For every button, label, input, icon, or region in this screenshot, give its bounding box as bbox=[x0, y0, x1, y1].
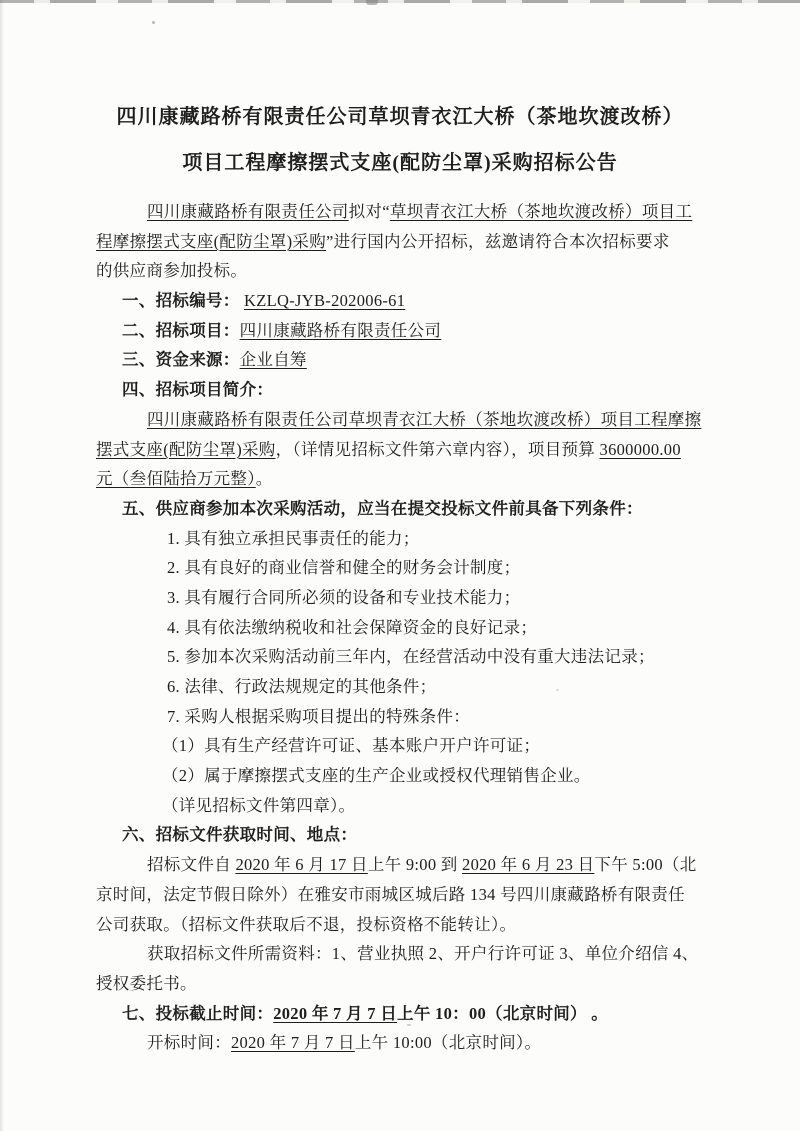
text-segment: 3600000.00 bbox=[599, 439, 681, 459]
text-segment: 四川康藏路桥有限责任公司草坝青衣江大桥（茶地坎渡改桥）项目工程摩擦 bbox=[147, 409, 702, 429]
document-line bbox=[96, 850, 708, 880]
document-line bbox=[96, 494, 708, 524]
text-segment: 程摩擦摆式支座(配防尘罩)采购 bbox=[96, 231, 326, 251]
text-segment: 5. 参加本次采购活动前三年内，在经营活动中没有重大违法记录； bbox=[167, 647, 655, 667]
document-line bbox=[96, 999, 708, 1029]
text-segment: 企业自筹 bbox=[239, 350, 307, 370]
text-segment: 公司获取。（招标文件获取后不退，投标资格不能转让）。 bbox=[96, 914, 517, 934]
text-segment: 获取招标文件所需资料：1、营业执照 2、开户行许可证 3、单位介绍信 4、 bbox=[147, 944, 699, 964]
text-segment: 招标文件自 bbox=[147, 855, 236, 875]
document-line bbox=[96, 583, 708, 613]
document-line bbox=[96, 316, 708, 346]
text-segment: 六、招标文件获取时间、地点： bbox=[122, 825, 358, 845]
document-line bbox=[96, 524, 708, 554]
text-segment: 2020 年 7 月 7 日 bbox=[273, 1003, 398, 1023]
text-segment: （2）属于摩擦摆式支座的生产企业或授权代理销售企业。 bbox=[162, 766, 591, 786]
text-segment: 2020 年 6 月 23 日 bbox=[462, 855, 595, 875]
text-segment: 七、投标截止时间： bbox=[122, 1003, 274, 1023]
document-line bbox=[96, 405, 708, 435]
text-segment: 。 bbox=[255, 469, 273, 489]
text-segment: ，（详情见招标文件第六章内容），项目预算 bbox=[275, 439, 600, 459]
text-segment: 四川康藏路桥有限责任公司 bbox=[239, 320, 442, 340]
scan-left-shadow bbox=[0, 0, 4, 1131]
document-line bbox=[96, 761, 708, 791]
document-line bbox=[96, 197, 708, 227]
text-segment: 元（叁佰陆拾万元整） bbox=[96, 469, 256, 489]
document-line bbox=[96, 642, 708, 672]
document-line bbox=[96, 910, 708, 940]
text-segment: 四、招标项目简介： bbox=[122, 380, 274, 400]
text-segment: 上午 9:00 到 bbox=[367, 855, 463, 875]
text-segment: 7. 采购人根据采购项目提出的特殊条件： bbox=[167, 706, 470, 726]
text-segment: 三、资金来源： bbox=[122, 350, 240, 370]
document-line bbox=[96, 969, 708, 999]
text-segment: KZLQ-JYB-202006-61 bbox=[244, 291, 406, 311]
document-line bbox=[96, 553, 708, 583]
text-segment: 4. 具有依法缴纳税收和社会保障资金的良好记录； bbox=[167, 617, 538, 637]
text-segment: 上午 10：00（北京时间） 。 bbox=[397, 1003, 609, 1023]
scan-speck bbox=[152, 21, 155, 24]
text-segment: 一、招标编号： bbox=[122, 291, 240, 311]
text-segment: 上午 10:00（北京时间）。 bbox=[354, 1033, 542, 1053]
text-segment: 6. 法律、行政法规规定的其他条件； bbox=[167, 677, 437, 696]
text-segment: 下午 5:00（北 bbox=[594, 855, 697, 875]
text-segment: 的供应商参加投标。 bbox=[96, 261, 248, 281]
scan-artifact bbox=[366, 0, 378, 5]
document-line bbox=[96, 613, 708, 643]
document-line bbox=[96, 1028, 708, 1058]
document-title bbox=[40, 95, 760, 186]
scan-top-edge-artifact bbox=[0, 0, 800, 3]
text-segment: 授权委托书。 bbox=[96, 973, 197, 993]
document-line bbox=[96, 345, 708, 375]
document-line bbox=[96, 791, 708, 821]
document-line bbox=[96, 435, 708, 465]
text-segment: ”进行国内公开招标，兹邀请符合本次招标要求 bbox=[326, 231, 670, 251]
document-lines bbox=[96, 197, 708, 1058]
text-segment: 京时间，法定节假日除外）在雅安市雨城区城后路 134 号四川康藏路桥有限责任 bbox=[96, 884, 685, 904]
text-segment: 四川康藏路桥有限责任公司 bbox=[147, 202, 349, 221]
text-segment: 开标时间： bbox=[147, 1033, 231, 1053]
document-line bbox=[96, 702, 708, 732]
document-line bbox=[96, 227, 708, 257]
document-line bbox=[96, 672, 708, 702]
document-line bbox=[96, 820, 708, 850]
text-segment: 1. 具有独立承担民事责任的能力； bbox=[167, 528, 420, 548]
text-segment: 2. 具有良好的商业信誉和健全的财务会计制度； bbox=[167, 558, 521, 578]
document-line bbox=[96, 880, 708, 910]
text-segment: 二、招标项目： bbox=[122, 320, 240, 340]
text-segment: 草坝青衣江大桥（茶地坎渡改桥）项目工 bbox=[389, 202, 693, 221]
text-segment: 拟对“ bbox=[348, 202, 390, 221]
document-line bbox=[96, 731, 708, 761]
text-segment: 3. 具有履行合同所必须的设备和专业技术能力； bbox=[167, 587, 521, 607]
text-segment: 五、供应商参加本次采购活动，应当在提交投标文件前具备下列条件： bbox=[122, 498, 643, 518]
document-line bbox=[96, 464, 708, 494]
text-segment: 2020 年 7 月 7 日 bbox=[231, 1033, 355, 1053]
document-line bbox=[96, 256, 708, 286]
document-line bbox=[96, 939, 708, 969]
text-segment: （详见招标文件第四章）。 bbox=[162, 795, 356, 815]
text-segment: （1）具有生产经营许可证、基本账户开户许可证； bbox=[162, 736, 541, 756]
text-segment: 摆式支座(配防尘罩)采购 bbox=[96, 439, 276, 459]
document-line bbox=[96, 375, 708, 405]
document-title-line1: 四川康藏路桥有限责任公司草坝青衣江大桥（茶地坎渡改桥） bbox=[116, 106, 684, 128]
document-line bbox=[96, 286, 708, 316]
document-title-line2: 项目工程摩擦摆式支座(配防尘罩)采购招标公告 bbox=[182, 151, 618, 174]
text-segment: 2020 年 6 月 17 日 bbox=[235, 855, 368, 875]
